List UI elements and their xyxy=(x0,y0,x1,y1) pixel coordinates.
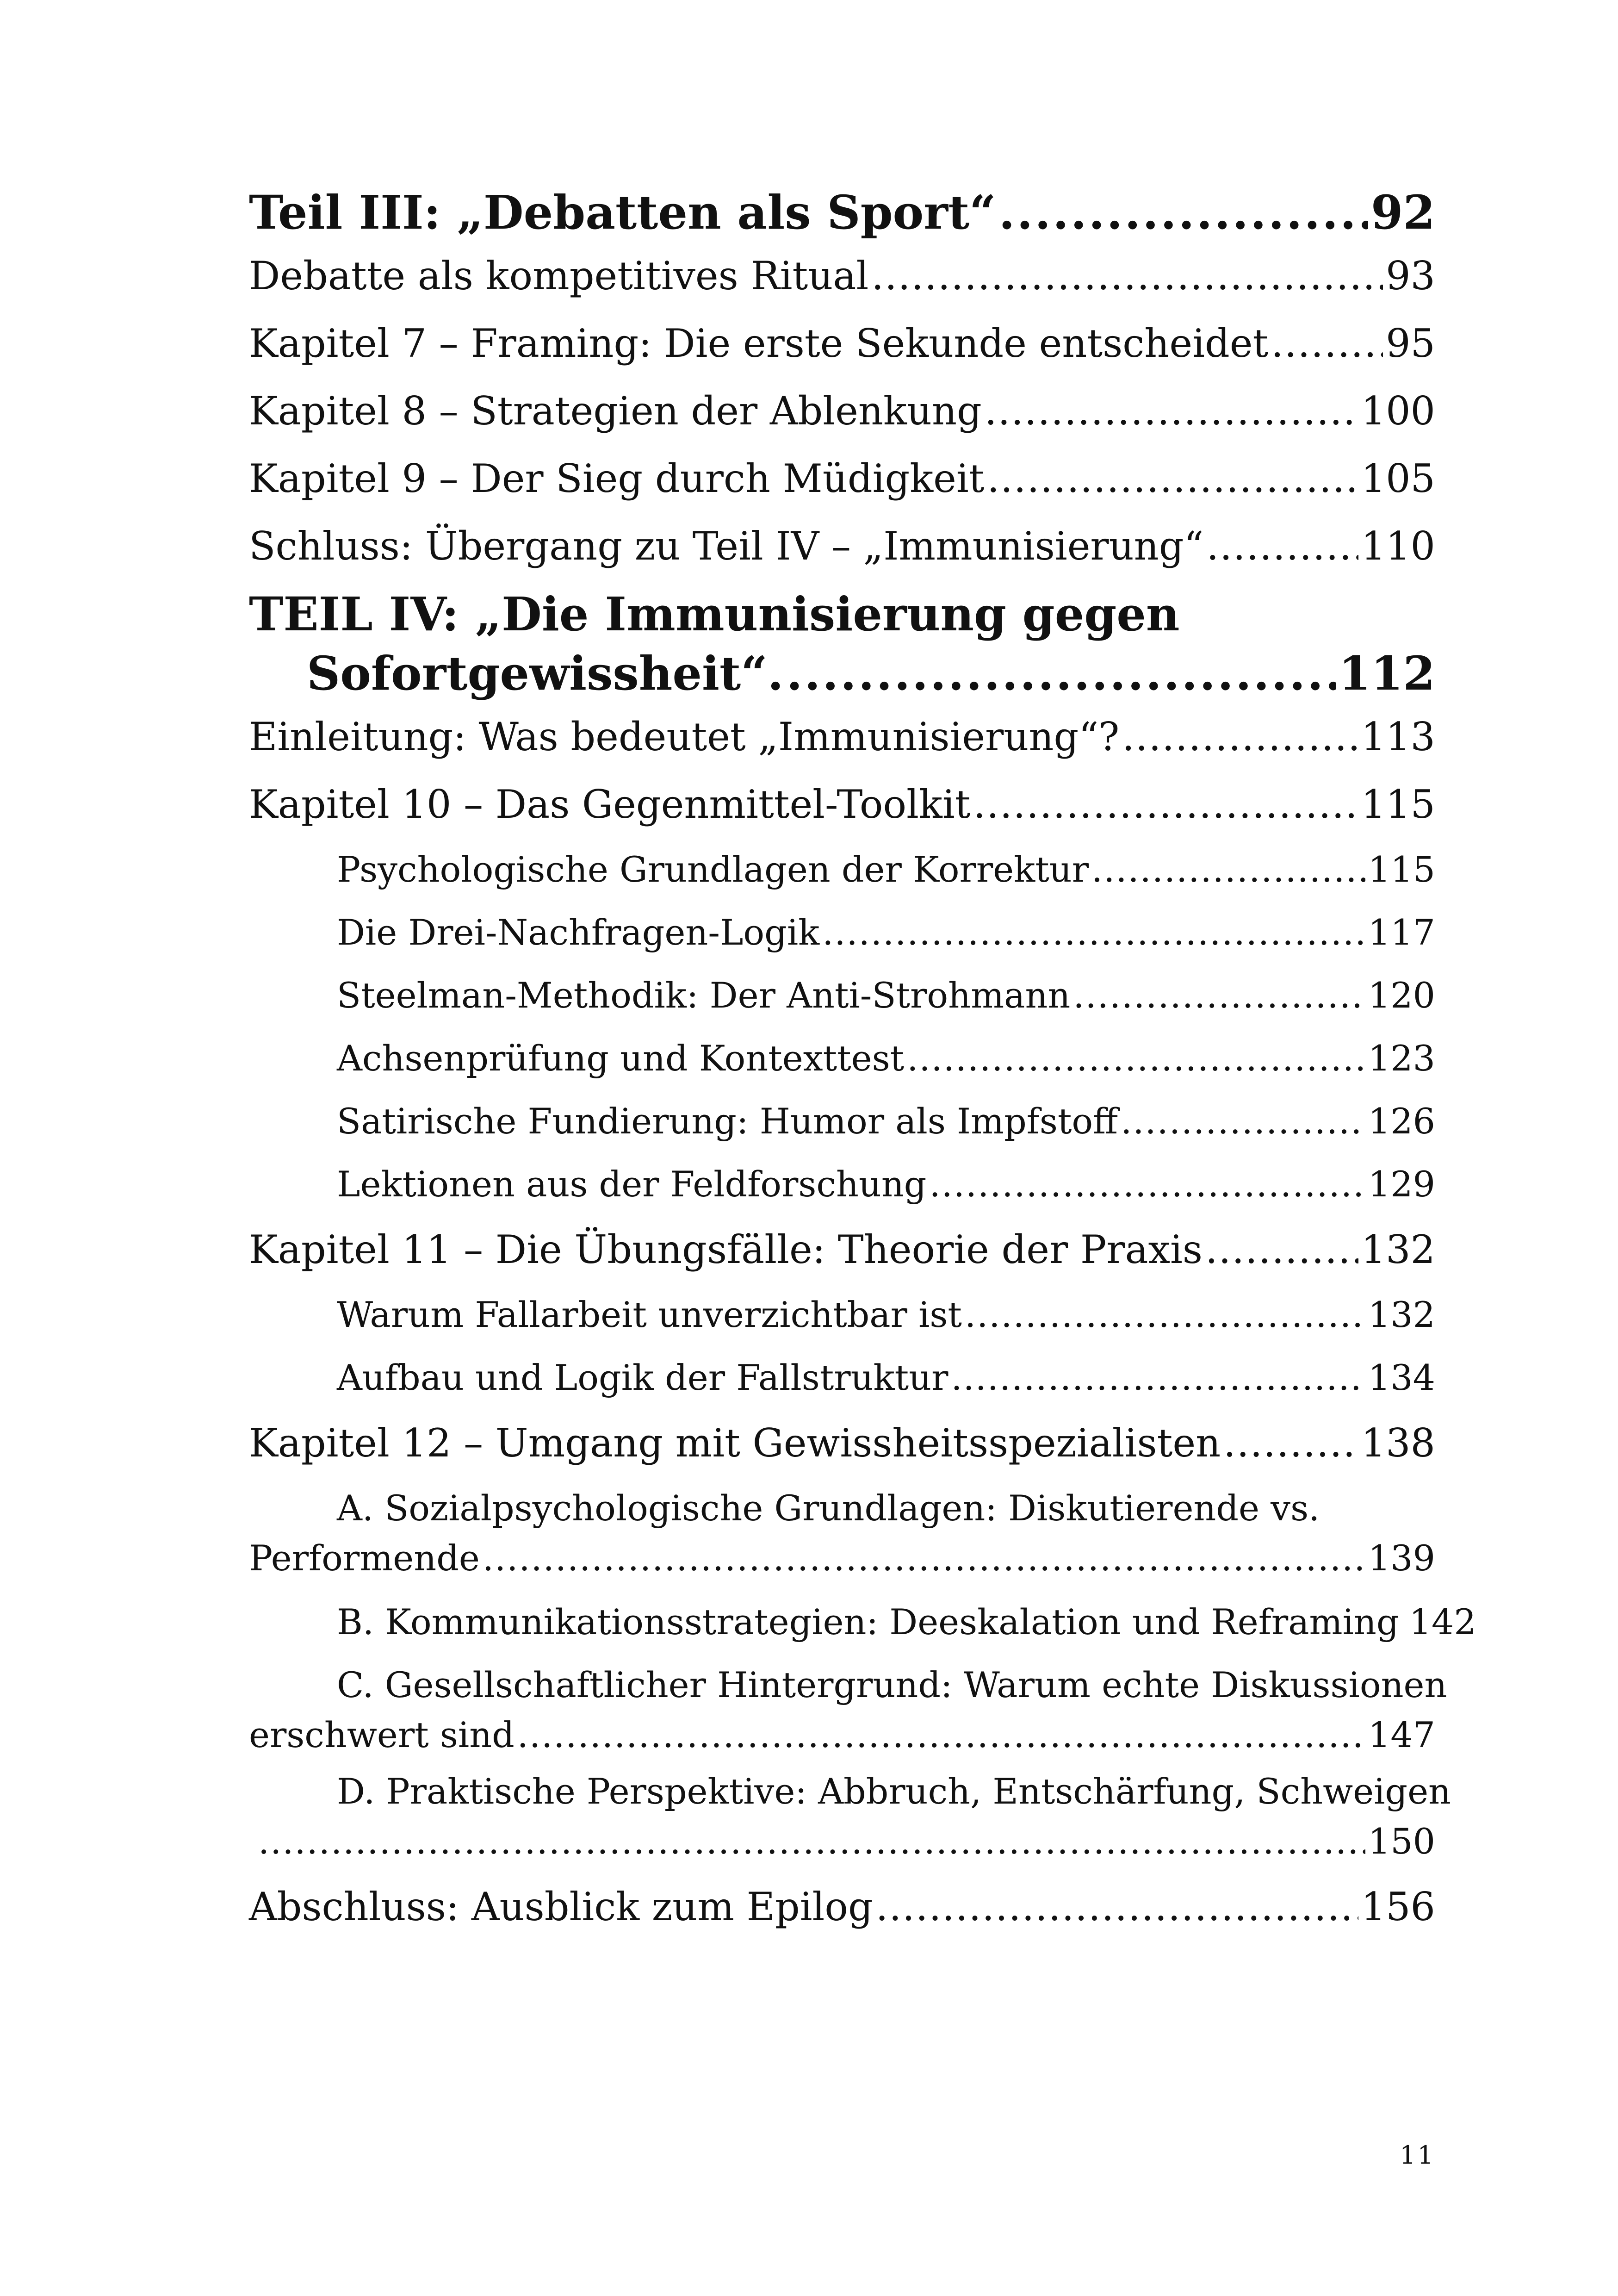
toc-entry-intro[interactable] xyxy=(249,703,1435,771)
toc-subentry-label: Warum Fallarbeit unverzichtbar ist xyxy=(337,1294,962,1335)
toc-subentry-label: Steelman-Methodik: Der Anti-Strohmann xyxy=(337,975,1071,1016)
toc-entry-label: Einleitung: Was bedeutet „Immunisierung“? xyxy=(249,714,1120,759)
leader-dots xyxy=(258,1817,1365,1867)
toc-subentry-12c[interactable] xyxy=(249,1660,1447,1760)
toc-entry-page: 138 xyxy=(1361,1420,1435,1466)
toc-entry[interactable] xyxy=(249,377,1435,445)
toc-subentry-label-line1: D. Praktische Perspektive: Abbruch, Entschärfung, Schweigen xyxy=(337,1771,1451,1812)
toc-subentry-page: 129 xyxy=(1368,1164,1435,1205)
leader-dots xyxy=(871,242,1383,310)
toc-entry-closing[interactable] xyxy=(249,1873,1435,1941)
toc-entry-label: Kapitel 11 – Die Übungsfälle: Theorie der Praxis xyxy=(249,1227,1203,1272)
toc-entry-label: Abschluss: Ausblick zum Epilog xyxy=(249,1884,873,1929)
toc-entry-page: 93 xyxy=(1386,253,1435,299)
toc-part-3-page: 92 xyxy=(1370,185,1435,240)
leader-dots xyxy=(929,1153,1365,1216)
toc-entry-label: Schluss: Übergang zu Teil IV – „Immunisierung“ xyxy=(249,523,1204,569)
toc-entry-label: Kapitel 8 – Strategien der Ablenkung xyxy=(249,388,982,434)
leader-dots xyxy=(987,445,1358,512)
toc-subentry-label: Satirische Fundierung: Humor als Impfstoff xyxy=(337,1101,1118,1142)
leader-dots xyxy=(1091,838,1365,901)
toc-part-3[interactable] xyxy=(249,183,1435,242)
toc-entry-page: 105 xyxy=(1361,456,1435,501)
toc-subentry-label-line2: erschwert sind xyxy=(249,1714,515,1755)
toc-subentry-label: Aufbau und Logik der Fallstruktur xyxy=(337,1357,948,1398)
toc-subentry[interactable] xyxy=(249,1027,1435,1090)
toc-part-4-label-line2: Sofortgewissheit“. xyxy=(307,646,784,701)
toc-subentry-12d[interactable] xyxy=(249,1767,1451,1867)
toc-part-3-label: Teil III: „Debatten als Sport“ xyxy=(249,185,996,240)
leader-dots xyxy=(1207,512,1358,580)
toc-subentry-label: Die Drei-Nachfragen-Logik xyxy=(337,912,820,953)
toc-entry-chapter-10[interactable] xyxy=(249,771,1435,838)
toc-entry-chapter-12[interactable] xyxy=(249,1409,1435,1477)
leader-dots xyxy=(483,1533,1365,1583)
toc-subentry-label: Psychologische Grundlagen der Korrektur xyxy=(337,849,1089,890)
toc-entry-chapter-11[interactable] xyxy=(249,1216,1435,1283)
leader-dots xyxy=(1205,1216,1358,1283)
toc-subentry-12a[interactable] xyxy=(249,1483,1435,1583)
leader-dots xyxy=(1073,964,1365,1027)
toc-entry-label: Kapitel 7 – Framing: Die erste Sekunde entscheidet xyxy=(249,321,1269,366)
toc-subentry-page: 150 xyxy=(1368,1821,1435,1862)
toc-entry-label: Kapitel 10 – Das Gegenmittel-Toolkit xyxy=(249,782,971,827)
toc-subentry-page: 139 xyxy=(1368,1537,1435,1579)
toc-entry[interactable] xyxy=(249,512,1435,580)
leader-dots xyxy=(517,1710,1365,1760)
leader-dots xyxy=(985,377,1358,445)
leader-dots xyxy=(787,644,1336,703)
toc-subentry-page: 132 xyxy=(1368,1294,1435,1335)
toc-entry-page: 110 xyxy=(1361,523,1435,569)
toc-subentry-label: Lektionen aus der Feldforschung xyxy=(337,1164,927,1205)
toc-entry-label: Kapitel 9 – Der Sieg durch Müdigkeit xyxy=(249,456,985,501)
toc-entry[interactable] xyxy=(249,242,1435,310)
toc-entry-page: 156 xyxy=(1361,1884,1435,1929)
toc-entry-page: 113 xyxy=(1361,714,1435,759)
toc-subentry-12b[interactable] xyxy=(249,1583,1476,1654)
toc-subentry-page: 142 xyxy=(1409,1601,1476,1643)
toc-part-4-label-line1: TEIL IV: „Die Immunisierung gegen xyxy=(249,587,1180,641)
toc-entry[interactable] xyxy=(249,445,1435,512)
toc-subentry[interactable] xyxy=(249,1090,1435,1153)
toc-entry-label: Kapitel 12 – Umgang mit Gewissheitsspezialisten xyxy=(249,1420,1221,1466)
toc-subentry[interactable] xyxy=(249,1346,1435,1409)
leader-dots xyxy=(1271,310,1383,377)
leader-dots xyxy=(1121,1090,1365,1153)
toc-subentry[interactable] xyxy=(249,838,1435,901)
page-number: 11 xyxy=(1400,2140,1435,2170)
toc-subentry[interactable] xyxy=(249,1283,1435,1346)
toc-part-4[interactable] xyxy=(249,585,1435,703)
toc-subentry[interactable] xyxy=(249,901,1435,964)
toc-subentry-page: 126 xyxy=(1368,1101,1435,1142)
toc-part-4-page: 112 xyxy=(1339,646,1435,701)
toc-subentry-label: B. Kommunikationsstrategien: Deeskalation und Reframing xyxy=(337,1601,1399,1643)
toc-entry[interactable] xyxy=(249,310,1435,377)
leader-dots xyxy=(822,901,1365,964)
toc-entry-page: 95 xyxy=(1386,321,1435,366)
toc-subentry-page: 115 xyxy=(1368,849,1435,890)
leader-dots xyxy=(907,1027,1365,1090)
leader-dots xyxy=(1122,703,1358,771)
toc-subentry[interactable] xyxy=(249,964,1435,1027)
toc-entry-label: Debatte als kompetitives Ritual xyxy=(249,253,869,299)
leader-dots xyxy=(1223,1409,1358,1477)
leader-dots xyxy=(876,1873,1358,1941)
toc-subentry[interactable] xyxy=(249,1153,1435,1216)
toc-subentry-page: 117 xyxy=(1368,912,1435,953)
toc-subentry-label-line2: Performende xyxy=(249,1537,480,1579)
toc-subentry-label: Achsenprüfung und Kontexttest xyxy=(337,1038,905,1079)
leader-dots xyxy=(951,1346,1365,1409)
toc-entry-page: 115 xyxy=(1361,782,1435,827)
toc-subentry-label-line1: A. Sozialpsychologische Grundlagen: Diskutierende vs. xyxy=(337,1487,1320,1529)
toc-subentry-page: 120 xyxy=(1368,975,1435,1016)
toc-entry-page: 132 xyxy=(1361,1227,1435,1272)
toc-entry-page: 100 xyxy=(1361,388,1435,434)
toc-subentry-page: 147 xyxy=(1368,1714,1435,1755)
toc-subentry-label-line1: C. Gesellschaftlicher Hintergrund: Warum echte Diskussionen xyxy=(337,1664,1447,1705)
leader-dots xyxy=(999,183,1368,242)
table-of-contents xyxy=(249,183,1476,1941)
leader-dots xyxy=(973,771,1358,838)
toc-subentry-page: 123 xyxy=(1368,1038,1435,1079)
toc-subentry-page: 134 xyxy=(1368,1357,1435,1398)
leader-dots xyxy=(965,1283,1365,1346)
